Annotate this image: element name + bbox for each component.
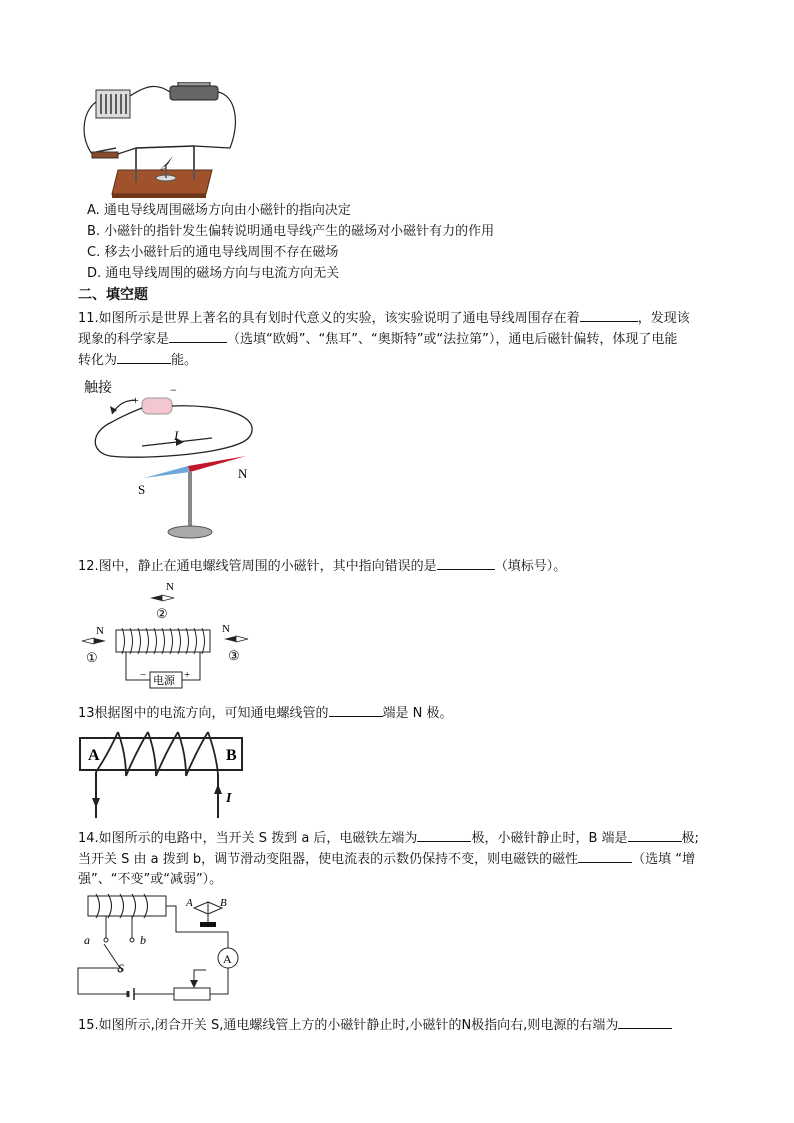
q14-contact-b: b [140,933,146,947]
q14-needle-a-end: A [186,897,193,909]
q13-text-end: 端是 N 极。 [382,706,453,721]
q14-text-2: 当开关 S 由 a 拨到 b，调节滑动变阻器，使电流表的示数仍保持不变，则电磁铁的磁性 [78,852,579,867]
q12-plus-sign: + [184,669,191,681]
q15-blank[interactable] [618,1013,672,1029]
q14-text-1-end: 极; [681,831,699,846]
q10-option-d: D. 通电导线周围的磁场方向与电流方向无关 [87,266,340,281]
q14-line-3: 强”、“不变”或“减弱”）。 [78,872,223,887]
q11-blank-1[interactable] [580,306,638,322]
q14-blank-2[interactable] [628,826,682,842]
q12-mark-2: ② [156,606,168,621]
q12-power-source: 电源 [153,675,175,687]
q10-option-c: C. 移去小磁针后的通电导线周围不存在磁场 [87,245,339,260]
q13-blank[interactable] [329,701,383,717]
q13-current-label: I [226,791,232,806]
q14-blank-3[interactable] [578,847,632,863]
q13-solenoid-current-figure [78,728,250,822]
q13-line [78,701,453,725]
q14-blank-1[interactable] [417,826,471,842]
q14-needle-b-end: B [220,897,227,909]
q12-minus-sign: − [140,669,147,681]
q11-text-1: 11.如图所示是世界上著名的具有划时代意义的实验，该实验说明了通电导线周围存在着 [78,311,580,326]
q10-oersted-apparatus-figure [78,82,248,200]
q10-option-b: B. 小磁针的指针发生偏转说明通电导线产生的磁场对小磁针有力的作用 [87,224,495,239]
q11-minus-sign: − [170,383,177,397]
q11-text-2-end: （选填“欧姆”、“焦耳”、“奥斯特”或“法拉第”），通电后磁针偏转，体现了电能 [227,332,678,347]
q12-text: 12.图中，静止在通电螺线管周围的小磁针，其中指向错误的是 [78,559,437,574]
q11-s-label: S [138,482,146,497]
q12-needle-2-n: N [166,581,174,593]
q11-text-1-end: ，发现该 [637,311,690,326]
q15-line [78,1013,672,1037]
q12-mark-1: ① [86,650,98,665]
q11-line-3 [78,348,197,372]
q14-switch-s: S [118,961,124,975]
q14-text-1: 14.如图所示的电路中，当开关 S 拨到 a 后，电磁铁左端为 [78,831,418,846]
q11-text-3-end: 能。 [171,353,198,368]
q14-text-1-mid: 极，小磁针静止时，B 端是 [471,831,628,846]
q12-needle-3-n: N [222,623,230,635]
q12-needle-1-n: N [96,625,104,637]
q11-text-3: 转化为 [78,353,118,368]
q14-ammeter-label: A [223,952,232,966]
q12-text-end: （填标号）。 [494,559,567,574]
q11-n-label: N [238,466,248,481]
q12-mark-3: ③ [228,648,240,663]
q10-option-a: A. 通电导线周围磁场方向由小磁针的指向决定 [87,203,351,218]
q12-blank[interactable] [437,554,495,570]
q11-oersted-needle-figure [82,374,272,544]
section-title: 二、填空题 [78,287,148,303]
q11-current-label: I [174,428,179,443]
q12-solenoid-needles-figure [78,578,258,696]
q13-end-a: A [88,747,100,764]
q11-plus-sign: + [132,393,139,407]
q14-contact-a: a [84,933,90,947]
q15-text: 15.如图所示,闭合开关 S,通电螺线管上方的小磁针静止时,小磁针的N极指向右,则电源的右端为 [78,1018,619,1033]
q11-blank-3[interactable] [117,348,171,364]
q14-text-2-end: （选填 “增 [632,852,696,867]
q13-text: 13根据图中的电流方向，可知通电螺线管的 [78,706,329,721]
q13-end-b: B [226,747,237,764]
q11-touch-label: 触接 [84,381,112,396]
q14-electromagnet-circuit-figure [76,892,256,1004]
q12-line [78,554,566,578]
q11-blank-2[interactable] [169,327,227,343]
q11-text-2: 现象的科学家是 [78,332,170,347]
